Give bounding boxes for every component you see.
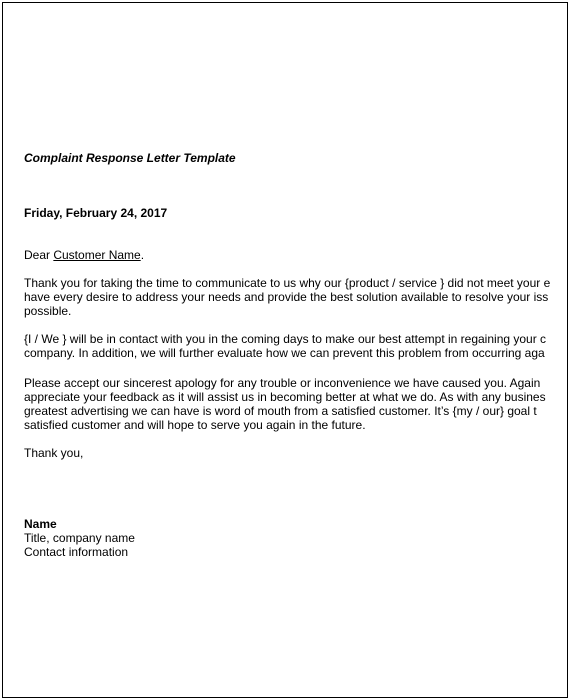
paragraph-2 [24, 332, 546, 360]
closing: Thank you, [24, 446, 84, 460]
salutation-prefix: Dear [24, 248, 54, 262]
letter-date: Friday, February 24, 2017 [24, 206, 168, 220]
paragraph-line: Please accept our sincerest apology for any trouble or inconvenience we have caused you. Again [24, 376, 541, 390]
paragraph-line: appreciate your feedback as it will assist us in becoming better at what we do. As with any busines [24, 390, 546, 404]
salutation-suffix: . [140, 248, 145, 262]
signature-contact: Contact information [24, 545, 129, 559]
recipient-name: Customer Name [53, 248, 141, 262]
signature-title: Title, company name [24, 531, 135, 545]
document-page [2, 2, 568, 698]
paragraph-3 [24, 376, 546, 432]
letter-title: Complaint Response Letter Template [24, 151, 236, 165]
signature-block [24, 517, 135, 559]
paragraph-line: satisfied customer and will hope to serve you again in the future. [24, 418, 366, 432]
paragraph-line: have every desire to address your needs and provide the best solution available to resolve your iss [24, 290, 549, 304]
paragraph-line: company. In addition, we will further evaluate how we can prevent this problem from occurring aga [24, 346, 545, 360]
paragraph-line: possible. [24, 304, 72, 318]
salutation [24, 248, 144, 262]
paragraph-line: {I / We } will be in contact with you in the coming days to make our best attempt in regaining your c [24, 332, 547, 346]
paragraph-line: greatest advertising we can have is word of mouth from a satisfied customer. It’s {my / our} goal t [24, 404, 537, 418]
paragraph-line: Thank you for taking the time to communicate to us why our {product / service } did not meet your e [24, 276, 551, 290]
signature-name: Name [24, 517, 57, 531]
paragraph-1 [24, 276, 550, 318]
